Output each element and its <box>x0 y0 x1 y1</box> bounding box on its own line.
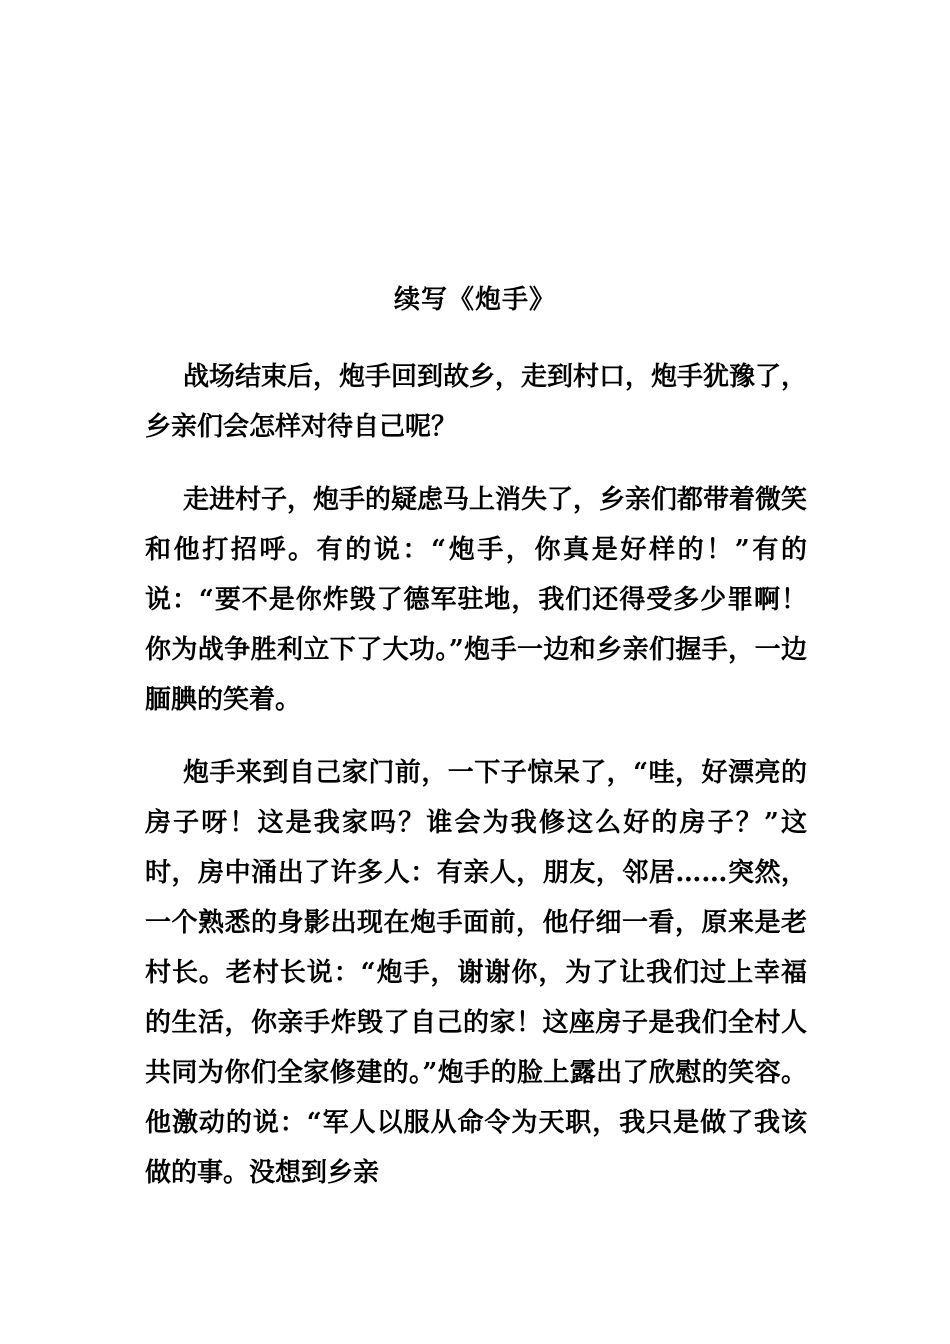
paragraph: 走进村子，炮手的疑虑马上消失了，乡亲们都带着微笑和他打招呼。有的说：“炮手，你真是好样的！”有的说：“要不是你炸毁了德军驻地，我们还得受多少罪啊！你为战争胜利立下了大功。”炮手一边和乡亲们握手，一边腼腆的笑着。 <box>145 485 808 715</box>
document-title: 续写《炮手》 <box>393 285 556 315</box>
paragraph: 炮手来到自己家门前，一下子惊呆了，“哇，好漂亮的房子呀！这是我家吗？谁会为我修这么好的房子？”这时，房中涌出了许多人：有亲人，朋友，邻居……突然，一个熟悉的身影出现在炮手面前，他仔细一看，原来是老村长。老村长说：“炮手，谢谢你，为了让我们过上幸福的生活，你亲手炸毁了自己的家！这座房子是我们全村人共同为你们全家修建的。”炮手的脸上露出了欣慰的笑容。他激动的说：“军人以服从命令为天职，我只是做了我该做的事。没想到乡亲 <box>145 758 807 1188</box>
paragraph: 战场结束后，炮手回到故乡，走到村口，炮手犹豫了，乡亲们会怎样对待自己呢？ <box>145 362 808 442</box>
document-body <box>145 352 807 1198</box>
